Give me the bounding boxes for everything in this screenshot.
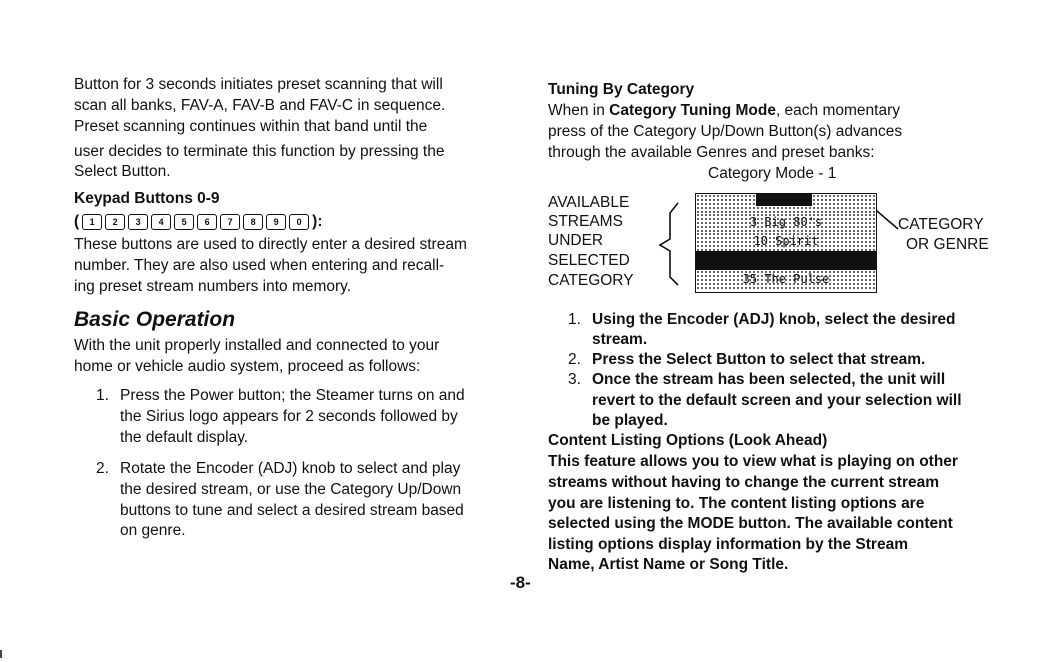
keypad-heading: Keypad Buttons 0-9 xyxy=(74,190,220,207)
page-number: -8- xyxy=(510,573,531,592)
lcd-row: 35 The Pulse xyxy=(696,270,876,289)
category-diagram xyxy=(548,193,1008,303)
keypad-line: number. They are also used when entering and recall- xyxy=(74,257,445,274)
step-line: revert to the default screen and your selection will xyxy=(592,392,962,409)
tuning-line: through the available Genres and preset banks: xyxy=(548,144,875,161)
lcd-row: 10 Spirit xyxy=(696,232,876,251)
diagram-left-label: CATEGORY xyxy=(548,272,634,289)
intro-line: Button for 3 seconds initiates preset scanning that will xyxy=(74,76,443,93)
tuning-line: press of the Category Up/Down Button(s) advances xyxy=(548,123,903,140)
key-8-icon: 8 xyxy=(243,214,263,230)
tuning-line: When in Category Tuning Mode, each momentary xyxy=(548,102,900,119)
content-line: This feature allows you to view what is playing on other xyxy=(548,453,958,470)
content-line: Name, Artist Name or Song Title. xyxy=(548,556,789,573)
step-line: the desired stream, or use the Category Up/Down xyxy=(120,481,462,498)
step-line: Press the Power button; the Steamer turns on and xyxy=(120,387,465,404)
content-line: streams without having to change the current stream xyxy=(548,474,940,491)
step-line: Using the Encoder (ADJ) knob, select the desired xyxy=(592,311,956,328)
keypad-suffix: ): xyxy=(312,213,323,230)
scan-edge-mark xyxy=(0,650,2,658)
content-line: listing options display information by the Stream xyxy=(548,536,908,553)
lcd-top-bar xyxy=(756,194,812,206)
diagram-left-label: UNDER xyxy=(548,232,604,249)
basic-intro-line: home or vehicle audio system, proceed as follows: xyxy=(74,358,421,375)
step-number: 2. xyxy=(568,351,581,368)
step-line: Once the stream has been selected, the unit will xyxy=(592,371,946,388)
step-number: 2. xyxy=(96,460,109,477)
key-7-icon: 7 xyxy=(220,214,240,230)
step-line: the default display. xyxy=(120,429,249,446)
lcd-display xyxy=(695,193,877,293)
key-5-icon: 5 xyxy=(174,214,194,230)
step-line: on genre. xyxy=(120,522,186,539)
keypad-line: ing preset stream numbers into memory. xyxy=(74,278,352,295)
intro-line: scan all banks, FAV-A, FAV-B and FAV-C in sequence. xyxy=(74,97,446,114)
key-6-icon: 6 xyxy=(197,214,217,230)
intro-line: Preset scanning continues within that band until the xyxy=(74,118,428,135)
intro-line: Select Button. xyxy=(74,163,171,180)
key-4-icon: 4 xyxy=(151,214,171,230)
keypad-keys-row: ( 1 2 3 4 5 6 7 8 9 0 ): xyxy=(74,213,323,230)
basic-operation-heading: Basic Operation xyxy=(74,308,236,331)
key-0-icon: 0 xyxy=(289,214,309,230)
basic-intro-line: With the unit properly installed and connected to your xyxy=(74,337,440,354)
content-listing-heading: Content Listing Options (Look Ahead) xyxy=(548,432,828,449)
diagram-right-label: CATEGORY xyxy=(898,216,984,233)
intro-line: user decides to terminate this function by pressing the xyxy=(74,143,445,160)
lcd-row: 3 Big 80's xyxy=(696,213,876,232)
lcd-row-selected xyxy=(696,251,876,270)
step-line: be played. xyxy=(592,412,668,429)
keypad-line: These buttons are used to directly enter a desired stream xyxy=(74,236,467,253)
step-line: buttons to tune and select a desired stream based xyxy=(120,502,464,519)
diagram-right-label: OR GENRE xyxy=(906,236,989,253)
step-line: Rotate the Encoder (ADJ) knob to select and play xyxy=(120,460,461,477)
diagram-left-label: SELECTED xyxy=(548,252,630,269)
mode-caption: Category Mode - 1 xyxy=(708,165,837,182)
key-3-icon: 3 xyxy=(128,214,148,230)
diagram-left-label: AVAILABLE xyxy=(548,194,630,211)
tuning-heading: Tuning By Category xyxy=(548,81,695,98)
diagram-left-label: STREAMS xyxy=(548,213,623,230)
content-line: selected using the MODE button. The available content xyxy=(548,515,953,532)
key-9-icon: 9 xyxy=(266,214,286,230)
step-line: Press the Select Button to select that stream. xyxy=(592,351,926,368)
step-line: the Sirius logo appears for 2 seconds followed by xyxy=(120,408,458,425)
step-number: 1. xyxy=(96,387,109,404)
step-line: stream. xyxy=(592,331,648,348)
content-line: you are listening to. The content listing options are xyxy=(548,495,925,512)
key-2-icon: 2 xyxy=(105,214,125,230)
step-number: 1. xyxy=(568,311,581,328)
key-1-icon: 1 xyxy=(82,214,102,230)
step-number: 3. xyxy=(568,371,581,388)
